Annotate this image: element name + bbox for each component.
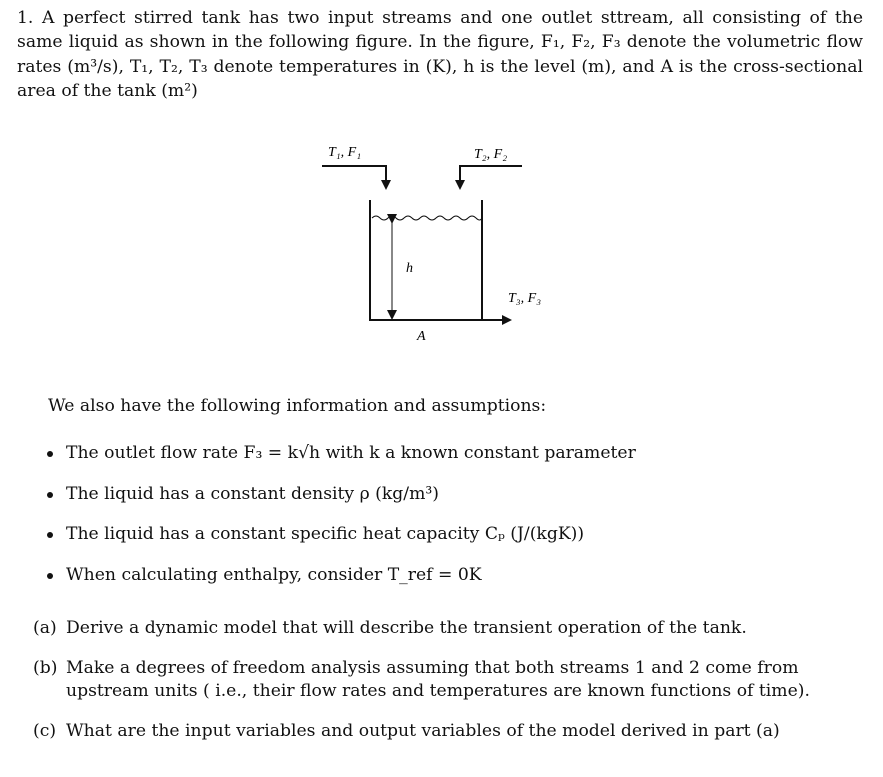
tank-diagram: [300, 138, 580, 362]
inlet-2-pipe: [460, 166, 522, 188]
list-item: The outlet flow rate F₃ = k√h with k a known constant parameter: [44, 441, 636, 482]
problem-statement: 1. A perfect stirred tank has two input streams and one outlet sttream, all consisting of the same liquid as shown in the following figure. In the figure, F₁, F₂, F₃ denote the volumetric flow rates (m³/s), T₁, T₂, T₃ denote temperatures in (K), h is the level (m), and A is the cross-sectional area of the tank (m²): [17, 8, 863, 101]
list-item: The liquid has a constant density ρ (kg/m³): [44, 482, 636, 523]
area-label: A: [417, 329, 426, 344]
part-text: What are the input variables and output variables of the model derived in part (a): [66, 720, 780, 741]
outlet-label: T₃, F₃: [508, 291, 542, 306]
question-parts: [33, 617, 863, 759]
inlet-2-label: T₂, F₂: [474, 147, 508, 162]
level-label: h: [406, 261, 413, 276]
list-item: [33, 617, 863, 641]
part-text: Derive a dynamic model that will describe the transient operation of the tank.: [66, 618, 747, 638]
list-item: The liquid has a constant specific heat capacity Cₚ (J/(kgK)): [44, 522, 636, 563]
part-label: (c): [33, 720, 57, 741]
assumptions-list: [44, 441, 636, 603]
inlet-1-label: T₁, F₁: [328, 145, 362, 160]
tank-wall: [370, 200, 482, 320]
part-label: (b): [33, 657, 58, 678]
assumptions-intro: We also have the following information and assumptions:: [48, 396, 547, 416]
list-item: [33, 720, 863, 744]
part-label: (a): [33, 618, 57, 638]
inlet-1-pipe: [322, 166, 386, 188]
tank-diagram-svg: [300, 138, 580, 358]
list-item: When calculating enthalpy, consider T_ref = 0K: [44, 563, 636, 604]
part-text: Make a degrees of freedom analysis assuming that both streams 1 and 2 come from upstream units ( i.e., their flow rates and temperatures are known functions of time).: [66, 657, 810, 701]
liquid-surface: [372, 216, 482, 220]
list-item: [33, 657, 863, 704]
